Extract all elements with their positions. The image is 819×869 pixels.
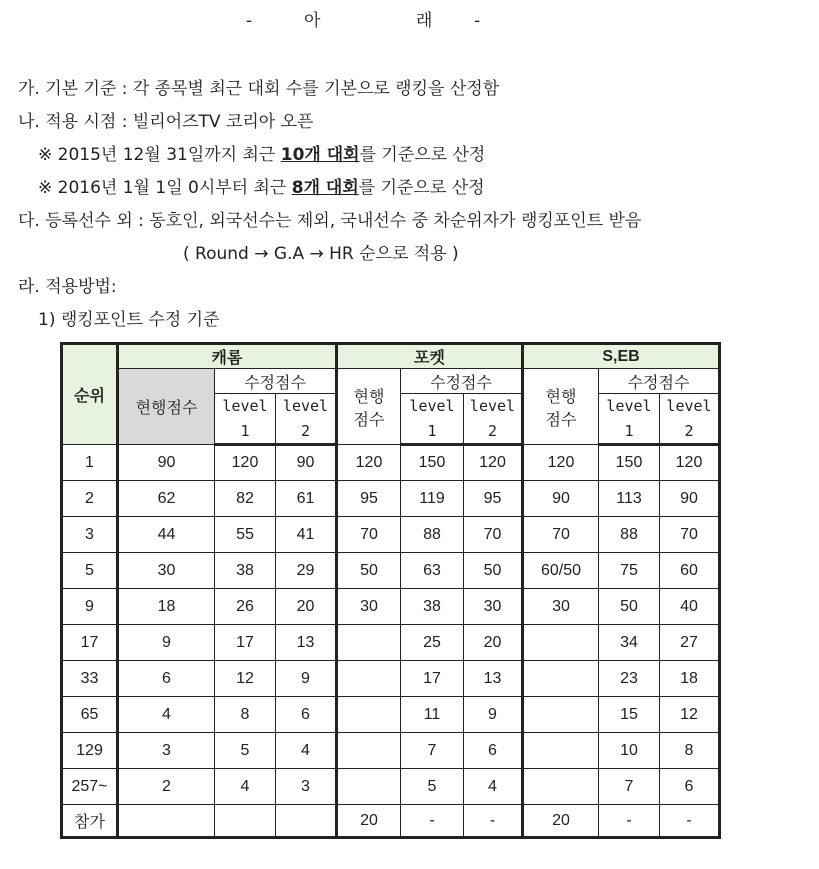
- pocket-revised-header: 수정점수: [401, 369, 523, 394]
- seb-level1-num: 1: [599, 419, 660, 445]
- carom-level1-word: level: [215, 394, 276, 419]
- line-da-sub: ( Round → G.A → HR 순으로 적용 ): [183, 244, 459, 264]
- pocket-current-header: [337, 369, 401, 445]
- pocket-level2-num: 2: [464, 419, 523, 445]
- carom-level2: 61: [276, 481, 337, 517]
- seb-level1: 113: [599, 481, 660, 517]
- carom-level2: 20: [276, 589, 337, 625]
- pocket-level1: 150: [401, 445, 464, 481]
- seb-current: [523, 625, 599, 661]
- pocket-level1: 11: [401, 697, 464, 733]
- pocket-level2: 95: [464, 481, 523, 517]
- carom-level2-num: 2: [276, 419, 337, 445]
- pocket-level2: 50: [464, 553, 523, 589]
- seb-level2: 40: [660, 589, 720, 625]
- seb-level1: -: [599, 805, 660, 838]
- seb-current: [523, 697, 599, 733]
- carom-level1: 5: [215, 733, 276, 769]
- seb-level1: 75: [599, 553, 660, 589]
- seb-level2-num: 2: [660, 419, 720, 445]
- rank-cell: 17: [62, 625, 118, 661]
- pocket-current: 120: [337, 445, 401, 481]
- carom-level2: 9: [276, 661, 337, 697]
- carom-level1: 120: [215, 445, 276, 481]
- carom-level2: 3: [276, 769, 337, 805]
- header-carom: 캐롬: [118, 344, 337, 369]
- pocket-level2: 30: [464, 589, 523, 625]
- pocket-level1: 7: [401, 733, 464, 769]
- carom-level1-num: 1: [215, 419, 276, 445]
- pocket-level1: 119: [401, 481, 464, 517]
- carom-current: 62: [118, 481, 215, 517]
- rank-cell: 참가: [62, 805, 118, 838]
- pocket-current: [337, 769, 401, 805]
- pocket-current: 20: [337, 805, 401, 838]
- header-pocket: 포켓: [337, 344, 523, 369]
- seb-current: 20: [523, 805, 599, 838]
- carom-level2: [276, 805, 337, 838]
- carom-level2-word: level: [276, 394, 337, 419]
- carom-level2: 41: [276, 517, 337, 553]
- pocket-current-word2: 점수: [353, 411, 385, 429]
- pocket-current: [337, 625, 401, 661]
- pocket-current: 50: [337, 553, 401, 589]
- seb-current-header: [523, 369, 599, 445]
- note2-pre: ※ 2016년 1월 1일 0시부터 최근: [38, 178, 292, 198]
- carom-current: 4: [118, 697, 215, 733]
- carom-level2: 29: [276, 553, 337, 589]
- rank-cell: 1: [62, 445, 118, 481]
- pocket-level2: -: [464, 805, 523, 838]
- pocket-current: [337, 733, 401, 769]
- carom-level2: 13: [276, 625, 337, 661]
- seb-level1: 10: [599, 733, 660, 769]
- carom-level1: 12: [215, 661, 276, 697]
- ranking-points-table: [60, 342, 721, 839]
- seb-current: 30: [523, 589, 599, 625]
- line-ra-1: 1) 랭킹포인트 수정 기준: [38, 310, 220, 330]
- seb-level1: 7: [599, 769, 660, 805]
- pocket-current: 70: [337, 517, 401, 553]
- seb-current: [523, 769, 599, 805]
- pocket-current: 30: [337, 589, 401, 625]
- document-title: [246, 10, 506, 120]
- seb-level1: 50: [599, 589, 660, 625]
- carom-current-header: 현행점수: [118, 369, 215, 445]
- seb-level2: 12: [660, 697, 720, 733]
- seb-level2: 18: [660, 661, 720, 697]
- carom-level2: 4: [276, 733, 337, 769]
- carom-level1: 55: [215, 517, 276, 553]
- pocket-level1: 38: [401, 589, 464, 625]
- carom-current: 2: [118, 769, 215, 805]
- seb-level2: 70: [660, 517, 720, 553]
- seb-current-word1: 현행: [545, 388, 577, 406]
- rank-cell: 5: [62, 553, 118, 589]
- pocket-level1: 5: [401, 769, 464, 805]
- seb-current-word2: 점수: [545, 411, 577, 429]
- line-note-1: [38, 144, 485, 166]
- pocket-current: [337, 697, 401, 733]
- pocket-current-word1: 현행: [353, 388, 385, 406]
- pocket-level1: 25: [401, 625, 464, 661]
- pocket-level2: 70: [464, 517, 523, 553]
- pocket-level2: 120: [464, 445, 523, 481]
- rank-cell: 3: [62, 517, 118, 553]
- title-dash-left: -: [246, 11, 253, 31]
- seb-level2: 6: [660, 769, 720, 805]
- seb-level1: 150: [599, 445, 660, 481]
- seb-current: [523, 733, 599, 769]
- note2-post: 를 기준으로 산정: [358, 178, 485, 198]
- line-ga: 가. 기본 기준 : 각 종목별 최근 대회 수를 기본으로 랭킹을 산정함: [18, 79, 500, 99]
- pocket-level2: 6: [464, 733, 523, 769]
- seb-level2: 27: [660, 625, 720, 661]
- seb-level1: 23: [599, 661, 660, 697]
- title-char-2: 래: [416, 11, 433, 31]
- pocket-current: 95: [337, 481, 401, 517]
- header-seb: S,EB: [523, 344, 720, 369]
- seb-level2: 90: [660, 481, 720, 517]
- pocket-level2-word: level: [464, 394, 523, 419]
- carom-level1: 17: [215, 625, 276, 661]
- carom-current: 44: [118, 517, 215, 553]
- seb-current: [523, 661, 599, 697]
- carom-level2: 90: [276, 445, 337, 481]
- seb-level2: -: [660, 805, 720, 838]
- pocket-current: [337, 661, 401, 697]
- carom-current: 3: [118, 733, 215, 769]
- carom-level1: [215, 805, 276, 838]
- seb-revised-header: 수정점수: [599, 369, 720, 394]
- carom-level2: 6: [276, 697, 337, 733]
- rank-cell: 257~: [62, 769, 118, 805]
- rank-cell: 2: [62, 481, 118, 517]
- line-na: 나. 적용 시점 : 빌리어즈TV 코리아 오픈: [18, 112, 314, 132]
- carom-level1: 26: [215, 589, 276, 625]
- carom-level1: 4: [215, 769, 276, 805]
- title-dash-right: -: [474, 11, 481, 31]
- seb-level1-word: level: [599, 394, 660, 419]
- carom-current: 90: [118, 445, 215, 481]
- rank-cell: 33: [62, 661, 118, 697]
- line-ra: 라. 적용방법:: [18, 277, 117, 297]
- seb-current: 90: [523, 481, 599, 517]
- header-rank: 순위: [62, 344, 118, 445]
- note2-underline: 8개 대회: [291, 178, 359, 198]
- rank-cell: 9: [62, 589, 118, 625]
- carom-revised-header: 수정점수: [215, 369, 337, 394]
- pocket-level2: 9: [464, 697, 523, 733]
- carom-current: 30: [118, 553, 215, 589]
- pocket-level1: -: [401, 805, 464, 838]
- note1-pre: ※ 2015년 12월 31일까지 최근: [38, 145, 281, 165]
- carom-level1: 82: [215, 481, 276, 517]
- pocket-level1: 88: [401, 517, 464, 553]
- seb-level2: 120: [660, 445, 720, 481]
- pocket-level1-num: 1: [401, 419, 464, 445]
- carom-current: [118, 805, 215, 838]
- rank-cell: 129: [62, 733, 118, 769]
- seb-current: 120: [523, 445, 599, 481]
- pocket-level1-word: level: [401, 394, 464, 419]
- carom-level1: 8: [215, 697, 276, 733]
- pocket-level2: 4: [464, 769, 523, 805]
- note1-post: 를 기준으로 산정: [359, 145, 486, 165]
- line-da: 다. 등록선수 외 : 동호인, 외국선수는 제외, 국내선수 중 차순위자가 랭킹포인트 받음: [18, 211, 642, 231]
- seb-current: 70: [523, 517, 599, 553]
- seb-level2: 8: [660, 733, 720, 769]
- carom-level1: 38: [215, 553, 276, 589]
- title-char-1: 아: [304, 11, 321, 31]
- carom-current: 9: [118, 625, 215, 661]
- seb-current: 60/50: [523, 553, 599, 589]
- pocket-level1: 63: [401, 553, 464, 589]
- pocket-level2: 13: [464, 661, 523, 697]
- line-note-2: [38, 177, 485, 199]
- seb-level1: 15: [599, 697, 660, 733]
- carom-current: 6: [118, 661, 215, 697]
- pocket-level1: 17: [401, 661, 464, 697]
- seb-level1: 34: [599, 625, 660, 661]
- carom-current: 18: [118, 589, 215, 625]
- pocket-level2: 20: [464, 625, 523, 661]
- seb-level2-word: level: [660, 394, 720, 419]
- note1-underline: 10개 대회: [280, 145, 360, 165]
- rank-cell: 65: [62, 697, 118, 733]
- seb-level2: 60: [660, 553, 720, 589]
- seb-level1: 88: [599, 517, 660, 553]
